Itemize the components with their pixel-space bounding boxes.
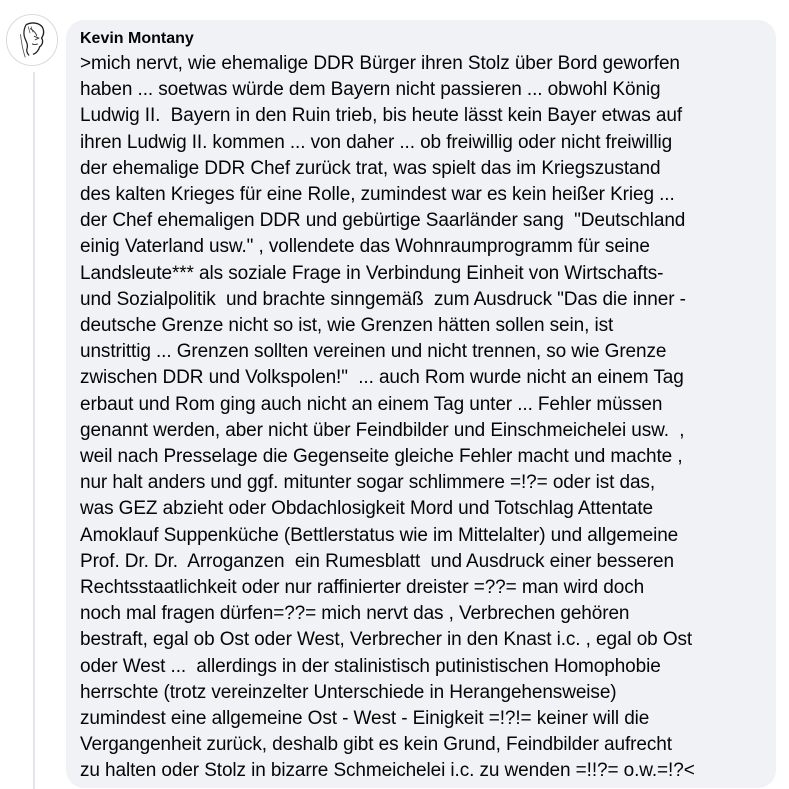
comment-line: deutsche Grenze nicht so ist, wie Grenzen hätten sollen sein, ist: [80, 315, 614, 337]
profile-sketch-icon: [7, 15, 57, 65]
comment-line: Amoklauf Suppenküche (Bettlerstatus wie im Mittelalter) und allgemeine: [80, 524, 679, 546]
comment-line: Prof. Dr. Dr. Arroganzen ein Rumesblatt und Ausdruck einer besseren: [80, 550, 674, 572]
comment-text: [80, 51, 764, 785]
comment-line: zumindest eine allgemeine Ost - West - Einigkeit =!?!= keiner will die: [80, 708, 650, 730]
comment-line: herrschte (trotz vereinzelter Unterschiede in Herangehensweise): [80, 681, 617, 703]
comment-author[interactable]: Kevin Montany: [80, 30, 194, 47]
comment-line: haben ... soetwas würde dem Bayern nicht passieren ... obwohl König: [80, 79, 661, 101]
thread-line: [33, 72, 35, 789]
comment-line: Vergangenheit zurück, deshalb gibt es kein Grund, Feindbilder aufrecht: [80, 734, 672, 756]
comment-line: Landsleute*** als soziale Frage in Verbindung Einheit von Wirtschafts-: [80, 262, 664, 284]
comment-line: oder West ... allerdings in der stalinistisch putinistischen Homophobie: [80, 655, 661, 677]
comment-line: genannt werden, aber nicht über Feindbilder und Einschmeichelei usw. ,: [80, 419, 685, 441]
comment-line: bestraft, egal ob Ost oder West, Verbrecher in den Knast i.c. , egal ob Ost: [80, 629, 693, 651]
comment-bubble: [66, 20, 776, 788]
comment-line: zwischen DDR und Volkspolen!" ... auch Rom wurde nicht an einem Tag: [80, 367, 684, 389]
comment-line: Rechtsstaatlichkeit oder nur raffinierter dreister =??= man wird doch: [80, 577, 645, 599]
comment-line: >mich nervt, wie ehemalige DDR Bürger ihren Stolz über Bord geworfen: [80, 53, 680, 74]
comment-line: der ehemalige DDR Chef zurück trat, was spielt das im Kriegszustand: [80, 157, 661, 179]
comment-line: des kalten Krieges für eine Rolle, zumindest war es kein heißer Krieg ...: [80, 184, 675, 206]
comment-line: Ludwig II. Bayern in den Ruin trieb, bis heute lässt kein Bayer etwas auf: [80, 105, 682, 127]
comment-line: nur halt anders und ggf. mitunter sogar schlimmere =!?= oder ist das,: [80, 472, 656, 494]
comment-line: ihren Ludwig II. kommen ... von daher ... ob freiwillig oder nicht freiwillig: [80, 131, 673, 153]
avatar[interactable]: [6, 14, 58, 66]
comment-line: unstrittig ... Grenzen sollten vereinen und nicht trennen, so wie Grenze: [80, 341, 667, 363]
comment-line: erbaut und Rom ging auch nicht an einem Tag unter ... Fehler müssen: [80, 393, 663, 415]
comment-line: zu halten oder Stolz in bizarre Schmeichelei i.c. zu wenden =!!?= o.w.=!?<: [80, 760, 695, 782]
comment-line: was GEZ abzieht oder Obdachlosigkeit Mord und Totschlag Attentate: [80, 498, 653, 520]
comment-line: noch mal fragen dürfen=??= mich nervt das , Verbrechen gehören: [80, 603, 630, 625]
comment-line: weil nach Presselage die Gegenseite gleiche Fehler macht und machte ,: [80, 446, 683, 468]
comment-line: einig Vaterland usw." , vollendete das Wohnraumprogramm für seine: [80, 236, 650, 258]
comment-line: der Chef ehemaligen DDR und gebürtige Saarländer sang "Deutschland: [80, 210, 686, 232]
comment-line: und Sozialpolitik und brachte sinngemäß zum Ausdruck "Das die inner -: [80, 288, 686, 310]
